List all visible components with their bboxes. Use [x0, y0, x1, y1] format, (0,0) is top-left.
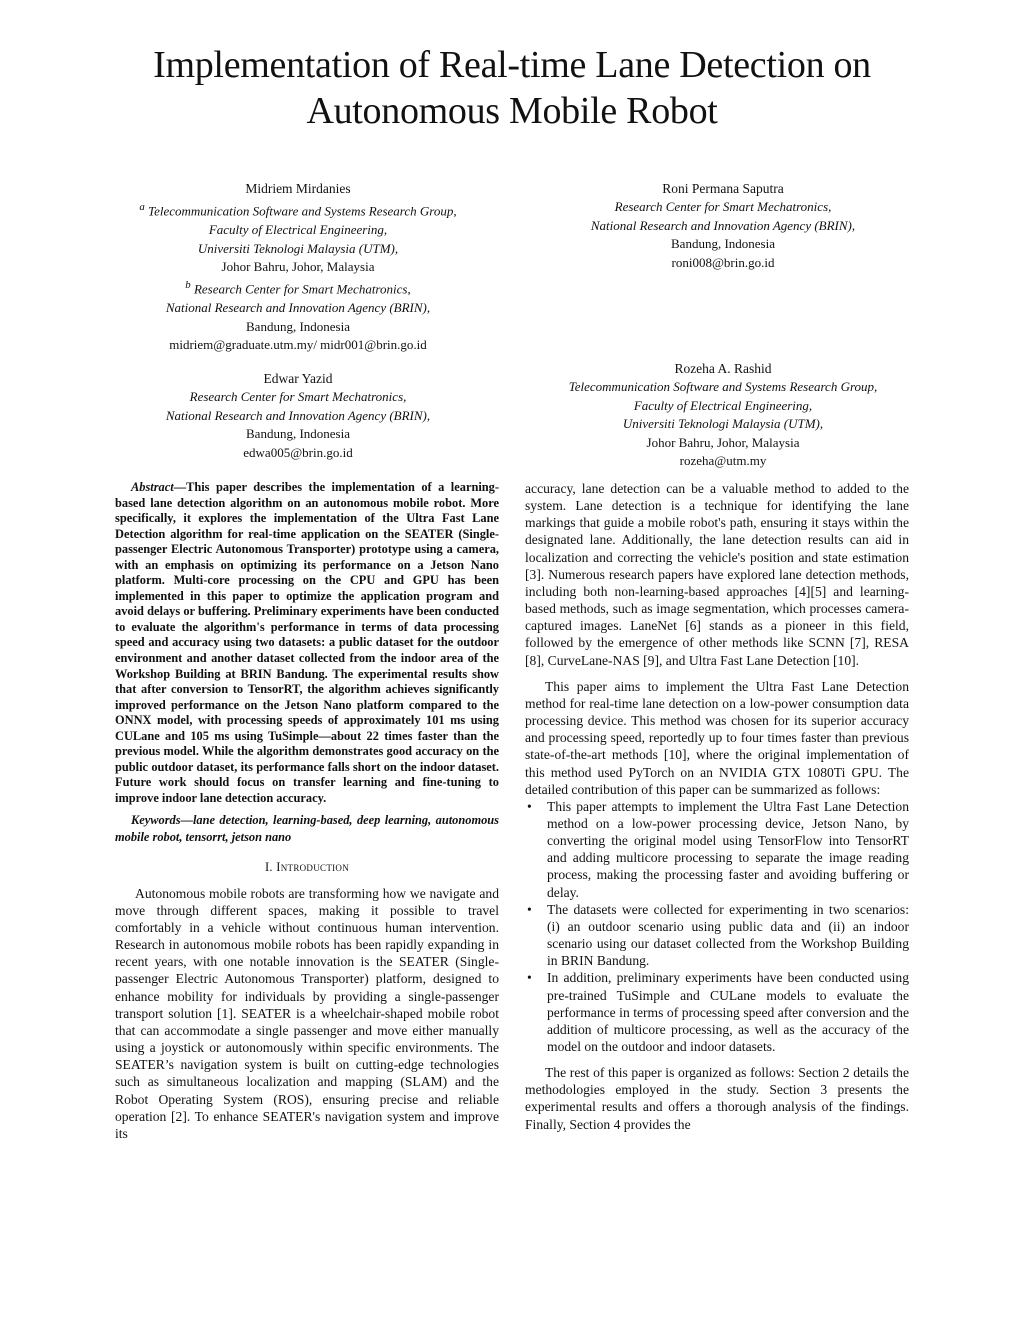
bullet-icon: •: [527, 901, 532, 917]
author-affiliation: National Research and Innovation Agency (BRIN),: [165, 300, 431, 316]
author-location: Bandung, Indonesia: [671, 236, 775, 252]
author-affiliation: National Research and Innovation Agency (BRIN),: [590, 217, 856, 233]
author-affiliation: Research Center for Smart Mechatronics,: [614, 199, 832, 215]
author-name: Roni Permana Saputra: [662, 181, 784, 196]
author-block-1: [128, 180, 468, 354]
abstract-text: This paper describes the implementation of a learning-based lane detection algorithm on an autonomous mobile robot. More specifically, it explores the implementation of the Ultra Fast Lane Detection algorithm for real-time application on the SEATER (Single-passenger Electric Autonomous Transporter) prototype using a camera, with an emphasis on optimizing its performance on a Jetson Nano platform. Multi-core processing on the CPU and GPU has been implemented in this paper to optimize the application program and avoid delays or buffering. Preliminary experiments have been conducted to evaluate the algorithm's performance in terms of data processing speed and accuracy using two datasets: a public dataset for the outdoor environment and another dataset collected from the indoor area of the Workshop Building at BRIN Bandung. The experimental results show that after conversion to TensorRT, the algorithm achieves significantly improved performance on the Jetson Nano platform compared to the ONNX model, with processing speeds of approximately 101 ms using CULane and 105 ms using TuSimple—about 22 times faster than the previous model. While the algorithm demonstrates good accuracy on the public outdoor dataset, its performance falls short on the indoor dataset. Future work should focus on transfer learning and fine-tuning to improve indoor lane detection accuracy.: [115, 480, 499, 805]
left-column: [115, 480, 499, 1142]
bullet-icon: •: [527, 798, 532, 814]
author-block-2: [548, 180, 898, 272]
author-affiliation: National Research and Innovation Agency (BRIN),: [165, 407, 431, 423]
section-heading-introduction: I. Introduction: [264, 860, 350, 875]
keywords-label: Keywords: [131, 813, 181, 828]
author-location: Johor Bahru, Johor, Malaysia: [646, 434, 800, 450]
bullet-icon: •: [527, 970, 532, 986]
list-item: • This paper attempts to implement the Ultra Fast Lane Detection method on a low-power processing device, Jetson Nano, by converting the original model using TensorFlow into TensorRT and adding multicore processing to separate the image reading process, making the processing faster and avoiding buffering or delay.: [527, 798, 909, 900]
abstract: Abstract—This paper describes the implementation of a learning-based lane detection algorithm on an autonomous mobile robot. More specifically, it explores the implementation of the Ultra Fast Lane Detection algorithm for real-time application on the SEATER (Single-passenger Electric Autonomous Transporter) prototype using a camera, with an emphasis on optimizing its performance on a Jetson Nano platform. Multi-core processing on the CPU and GPU has been implemented in this paper to optimize the application program and avoid delays or buffering. Preliminary experiments have been conducted to evaluate the algorithm's performance in terms of data processing speed and accuracy using two datasets: a public dataset for the outdoor environment and another dataset collected from the indoor area of the Workshop Building at BRIN Bandung. The experimental results show that after conversion to TensorRT, the algorithm achieves significantly improved performance on the Jetson Nano platform compared to the ONNX model, with processing speeds of approximately 101 ms using CULane and 105 ms using TuSimple—about 22 times faster than the previous model. While the algorithm demonstrates good accuracy on the public outdoor dataset, its performance falls short on the indoor dataset. Future work should focus on transfer learning and fine-tuning to improve indoor lane detection accuracy.: [115, 480, 499, 805]
author-email: rozeha@utm.my: [679, 453, 767, 469]
list-item: • In addition, preliminary experiments have been conducted using pre-trained TuSimple and CULane models to evaluate the performance in terms of processing speed after conversion and the addition of multicore processing, as well as the accuracy of the model on the outdoor and indoor datasets.: [527, 970, 909, 1054]
paper-title: [80, 42, 944, 134]
author-name: Midriem Mirdanies: [245, 181, 351, 196]
author-affiliation: Faculty of Electrical Engineering,: [633, 397, 813, 413]
author-email: edwa005@brin.go.id: [243, 444, 353, 460]
right-column: [525, 480, 909, 1133]
author-block-3: [128, 370, 468, 462]
intro-paragraph-3: The rest of this paper is organized as follows: Section 2 details the methodologies employed in the study. Section 3 presents the experimental results and offers a thorough analysis of the findings. Finally, Section 4 provides the: [525, 1065, 909, 1132]
intro-paragraph-continued: accuracy, lane detection can be a valuable method to added to the system. Lane detection is a technique for identifying the lane markings that guide a mobile robot's path, ensuring it stays within the designated lane. Additionally, the lane detection results can aid in localization and correcting the vehicle's position and state estimation [3]. Numerous research papers have explored lane detection methods, including both non-learning-based approaches [4][5] and learning-based methods, such as image segmentation, which processes camera-captured images. LaneNet [6] stands as a pioneer in this field, followed by the emergence of other methods like SCNN [7], RESA [8], CurveLane-NAS [9], and Ultra Fast Lane Detection [10].: [525, 481, 909, 668]
intro-paragraph-1: Autonomous mobile robots are transforming how we navigate and move through different spaces, making it possible to travel comfortably in a vehicle without continuous human intervention. Research in autonomous mobile robots has been rapidly expanding in recent years, with one notable innovation is the SEATER (Single-passenger Electric Autonomous Transporter) platform, designed to enhance mobility for individuals by providing a single-passenger transport solution [1]. SEATER is a wheelchair-shaped mobile robot that can accommodate a single passenger and move either manually using a joystick or autonomously within specific environments. The SEATER’s navigation system is built on cutting-edge technologies such as simultaneous localization and mapping (SLAM) and the Robot Operating System (ROS), ensuring precise and reliable operation [2]. To enhance SEATER's navigation system and improve its: [115, 885, 499, 1141]
keywords: Keywords—lane detection, learning-based, deep learning, autonomous mobile robot, tensorrt, jetson nano: [115, 813, 499, 844]
author-name: Rozeha A. Rashid: [674, 361, 772, 376]
author-location: Bandung, Indonesia: [246, 426, 350, 442]
affiliation-marker: a: [139, 201, 145, 214]
author-affiliation: Universiti Teknologi Malaysia (UTM),: [197, 240, 399, 256]
author-affiliation: Research Center for Smart Mechatronics,: [189, 389, 407, 405]
author-email: roni008@brin.go.id: [671, 254, 775, 270]
author-affiliation: $^a$ Telecommunication Software and Systems Research Group,: [139, 201, 457, 219]
author-affiliation: Telecommunication Software and Systems Research Group,: [568, 379, 878, 395]
list-item: • The datasets were collected for experimenting in two scenarios: (i) an outdoor scenario using public data and (ii) an indoor scenario using our dataset collected from the Workshop Building in BRIN Bandung.: [527, 901, 909, 969]
keywords-text: lane detection, learning-based, deep learning, autonomous mobile robot, tensorrt, jetson nano: [115, 813, 499, 844]
author-location: Johor Bahru, Johor, Malaysia: [221, 258, 375, 274]
author-affiliation: Universiti Teknologi Malaysia (UTM),: [622, 416, 824, 432]
author-name: Edwar Yazid: [263, 371, 333, 386]
abstract-label: Abstract: [131, 480, 174, 494]
title-line-2: Autonomous Mobile Robot: [306, 90, 718, 132]
author-block-4: [538, 360, 908, 470]
author-email: midriem@graduate.utm.my/ midr001@brin.go.id: [169, 336, 427, 352]
author-location: Bandung, Indonesia: [246, 318, 350, 334]
author-affiliation: Faculty of Electrical Engineering,: [208, 222, 388, 238]
affiliation-marker: b: [185, 279, 191, 292]
author-affiliation: $^b$ Research Center for Smart Mechatronics,: [185, 279, 411, 297]
contribution-list: [525, 798, 909, 1055]
intro-paragraph-2: This paper aims to implement the Ultra Fast Lane Detection method for real-time lane detection on a low-power consumption data processing device. This method was chosen for its superior accuracy and processing speed, reportedly up to four times faster than previous state-of-the-art methods [10], where the original implementation of this method used PyTorch on an NVIDIA GTX 1080Ti GPU. The detailed contribution of this paper can be summarized as follows:: [525, 678, 909, 797]
title-line-1: Implementation of Real-time Lane Detection on: [153, 44, 871, 86]
